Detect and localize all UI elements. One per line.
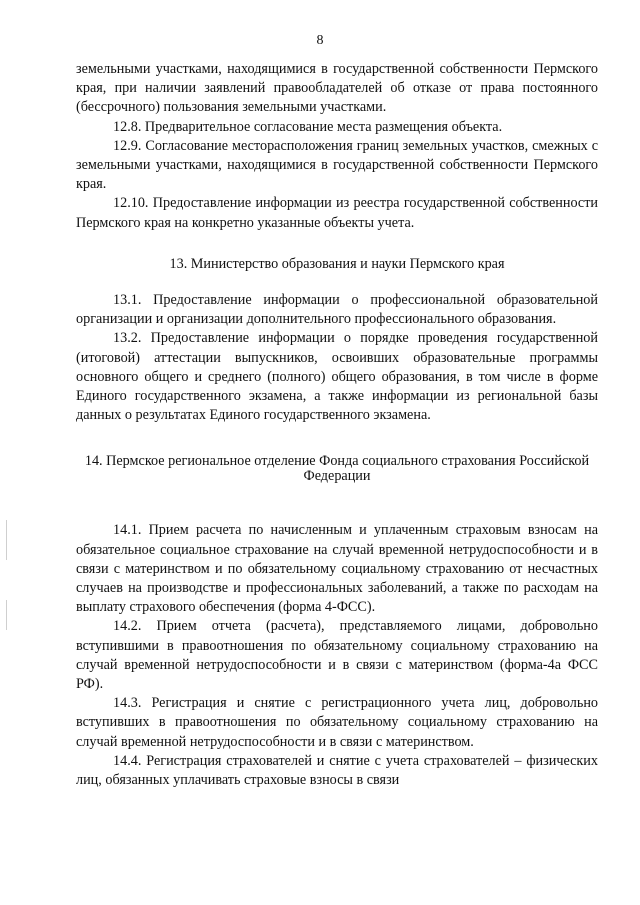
paragraph: 12.10. Предоставление информации из реестра государственной собственности Пермского края на конкретно указанные объекты учета. [76,195,598,231]
section-heading: 13. Министерство образования и науки Пермского края [169,255,505,272]
paragraph: 14.1. Прием расчета по начисленным и уплаченным страховым взносам на обязательное социальное страхование на случай временной нетрудоспособности и в связи с материнством и по обязательному социальному страхованию от несчастных случаев на производстве и профессиональных заболеваний, а также по расходам на выплату страхового обеспечения (форма 4-ФСС). [76,522,598,616]
scan-edge-mark [6,600,7,630]
page-number: 8 [316,33,324,48]
paragraph: 12.8. Предварительное согласование места размещения объекта. [113,118,503,135]
paragraph: 14.3. Регистрация и снятие с регистрационного учета лиц, добровольно вступивших в правоотношения по обязательному социальному страхованию на случай временной нетрудоспособности и в связи с материнством. [76,695,598,750]
paragraph: 13.2. Предоставление информации о порядке проведения государственной (итоговой) аттестации выпускников, освоивших образовательные программы основного общего и среднего (полного) общего образования, в том числе в форме Единого государственного экзамена, а также информации из региональной базы данных о результатах Единого государственного экзамена. [76,330,598,424]
paragraph: 14.2. Прием отчета (расчета), представляемого лицами, добровольно вступившими в правоотношения по обязательному социальному страхованию на случай временной нетрудоспособности и в связи с материнством (форма-4а ФСС РФ). [76,618,598,693]
document-body [76,60,598,790]
paragraph: 13.1. Предоставление информации о профессиональной образовательной организации и организации дополнительного профессионального образования. [76,292,598,328]
section-heading: 14. Пермское региональное отделение Фонда социального страхования Российской Федерации [84,453,590,484]
scan-edge-mark [6,520,7,560]
paragraph: 12.9. Согласование месторасположения границ земельных участков, смежных с земельными участками, находящимися в государственной собственности Пермского края. [76,137,598,193]
paragraph: земельными участками, находящимися в государственной собственности Пермского края, при наличии заявлений правообладателей об отказе от права постоянного (бессрочного) пользования земельными участками. [76,61,598,116]
paragraph: 14.4. Регистрация страхователей и снятие с учета страхователей – физических лиц, обязанных уплачивать страховые взносы в связи [76,752,598,789]
